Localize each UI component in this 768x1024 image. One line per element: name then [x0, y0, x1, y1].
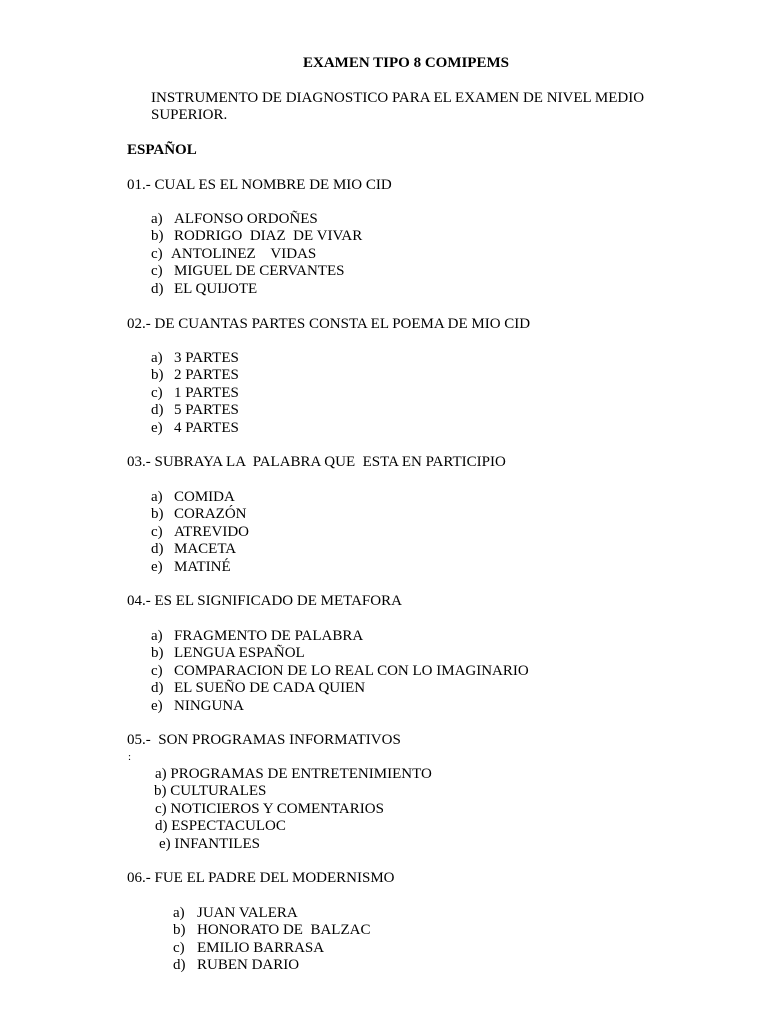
- question-5-options: [155, 766, 432, 853]
- option-text: JUAN VALERA: [197, 905, 298, 921]
- option-letter: b): [151, 506, 164, 523]
- option-text: a) PROGRAMAS DE ENTRETENIMIENTO: [155, 766, 432, 782]
- option-letter: d): [173, 957, 186, 974]
- option-letter: d): [151, 280, 164, 297]
- option-text: 1 PARTES: [174, 384, 239, 401]
- option-text: e) INFANTILES: [159, 835, 260, 852]
- question-1-options: [151, 211, 362, 298]
- option-text: LENGUA ESPAÑOL: [174, 645, 305, 662]
- option-text: NINGUNA: [174, 697, 244, 714]
- option[interactable]: [151, 385, 239, 402]
- option[interactable]: [155, 818, 432, 835]
- question-3-options: [151, 489, 249, 576]
- option[interactable]: [151, 698, 529, 715]
- option[interactable]: [155, 801, 432, 818]
- question-4: 04.- ES EL SIGNIFICADO DE METAFORA: [127, 593, 402, 609]
- option[interactable]: [173, 940, 370, 957]
- option-text: COMIDA: [174, 489, 235, 505]
- question-4-options: [151, 628, 529, 715]
- option[interactable]: [151, 402, 239, 419]
- option-letter: d): [151, 541, 164, 558]
- option-text: d) ESPECTACULOC: [155, 818, 286, 835]
- option-letter: e): [151, 419, 163, 436]
- option-letter: b): [151, 645, 164, 662]
- option[interactable]: [151, 541, 249, 558]
- option-text: RODRIGO DIAZ DE VIVAR: [174, 228, 363, 245]
- option-letter: c): [151, 263, 163, 280]
- option-letter: d): [151, 680, 164, 697]
- option-text: EL QUIJOTE: [174, 280, 258, 297]
- option-letter: d): [151, 402, 164, 419]
- option[interactable]: [151, 281, 362, 298]
- option[interactable]: [151, 628, 529, 645]
- option[interactable]: [151, 524, 249, 541]
- option[interactable]: [151, 228, 362, 245]
- option-letter: b): [151, 228, 164, 245]
- option-letter: a): [151, 489, 163, 505]
- option[interactable]: [151, 506, 249, 523]
- option-text: 4 PARTES: [174, 419, 239, 436]
- option[interactable]: [151, 246, 362, 263]
- option-text: b) CULTURALES: [154, 783, 267, 800]
- option-letter: e): [151, 697, 163, 714]
- option[interactable]: [151, 211, 362, 228]
- option-text: MATINÉ: [174, 558, 231, 575]
- option[interactable]: [159, 836, 432, 853]
- question-5: 05.- SON PROGRAMAS INFORMATIVOS: [127, 732, 401, 748]
- exam-intro: INSTRUMENTO DE DIAGNOSTICO PARA EL EXAMEN DE NIVEL MEDIO SUPERIOR.: [151, 90, 645, 124]
- option-text: c) NOTICIEROS Y COMENTARIOS: [155, 800, 384, 817]
- question-3: 03.- SUBRAYA LA PALABRA QUE ESTA EN PARTICIPIO: [127, 454, 506, 470]
- option-letter: b): [151, 367, 164, 384]
- option-text: CORAZÓN: [174, 506, 247, 523]
- exam-title: EXAMEN TIPO 8 COMIPEMS: [303, 55, 509, 71]
- option[interactable]: [151, 263, 362, 280]
- option[interactable]: [173, 922, 370, 939]
- option[interactable]: [173, 905, 370, 922]
- option[interactable]: [154, 783, 432, 800]
- option[interactable]: [151, 367, 239, 384]
- option-text: FRAGMENTO DE PALABRA: [174, 628, 364, 644]
- question-1: 01.- CUAL ES EL NOMBRE DE MIO CID: [127, 177, 392, 193]
- option[interactable]: [151, 663, 529, 680]
- option[interactable]: [151, 645, 529, 662]
- option-text: 3 PARTES: [174, 350, 239, 366]
- option-text: RUBEN DARIO: [197, 957, 300, 974]
- option[interactable]: [151, 680, 529, 697]
- option-letter: c): [151, 245, 163, 262]
- option-text: COMPARACION DE LO REAL CON LO IMAGINARIO: [174, 662, 529, 679]
- option-text: 5 PARTES: [174, 402, 239, 419]
- option[interactable]: [151, 350, 239, 367]
- option-text: EL SUEÑO DE CADA QUIEN: [174, 680, 366, 697]
- option-text: EMILIO BARRASA: [197, 939, 325, 956]
- question-2: 02.- DE CUANTAS PARTES CONSTA EL POEMA DE MIO CID: [127, 316, 531, 332]
- section-heading: ESPAÑOL: [127, 142, 197, 158]
- option-text: HONORATO DE BALZAC: [197, 922, 371, 939]
- option-letter: c): [151, 523, 163, 540]
- option-letter: a): [173, 905, 185, 921]
- option[interactable]: [151, 489, 249, 506]
- option-letter: a): [151, 211, 163, 227]
- option[interactable]: [173, 957, 370, 974]
- option-text: 2 PARTES: [174, 367, 239, 384]
- option-text: ANTOLINEZ VIDAS: [171, 245, 317, 262]
- option-letter: a): [151, 628, 163, 644]
- option[interactable]: [151, 559, 249, 576]
- option-text: ATREVIDO: [174, 523, 249, 540]
- option[interactable]: [155, 766, 432, 783]
- option-text: ALFONSO ORDOÑES: [174, 211, 318, 227]
- question-6-options: [173, 905, 370, 975]
- option-letter: c): [151, 384, 163, 401]
- question-6: 06.- FUE EL PADRE DEL MODERNISMO: [127, 870, 395, 886]
- question-2-options: [151, 350, 239, 437]
- option-letter: b): [173, 922, 186, 939]
- option-text: MIGUEL DE CERVANTES: [174, 263, 345, 280]
- option-text: MACETA: [174, 541, 237, 558]
- option-letter: e): [151, 558, 163, 575]
- option-letter: c): [173, 939, 185, 956]
- option-letter: c): [151, 662, 163, 679]
- option-letter: a): [151, 350, 163, 366]
- stray-colon: :: [128, 751, 132, 763]
- option[interactable]: [151, 420, 239, 437]
